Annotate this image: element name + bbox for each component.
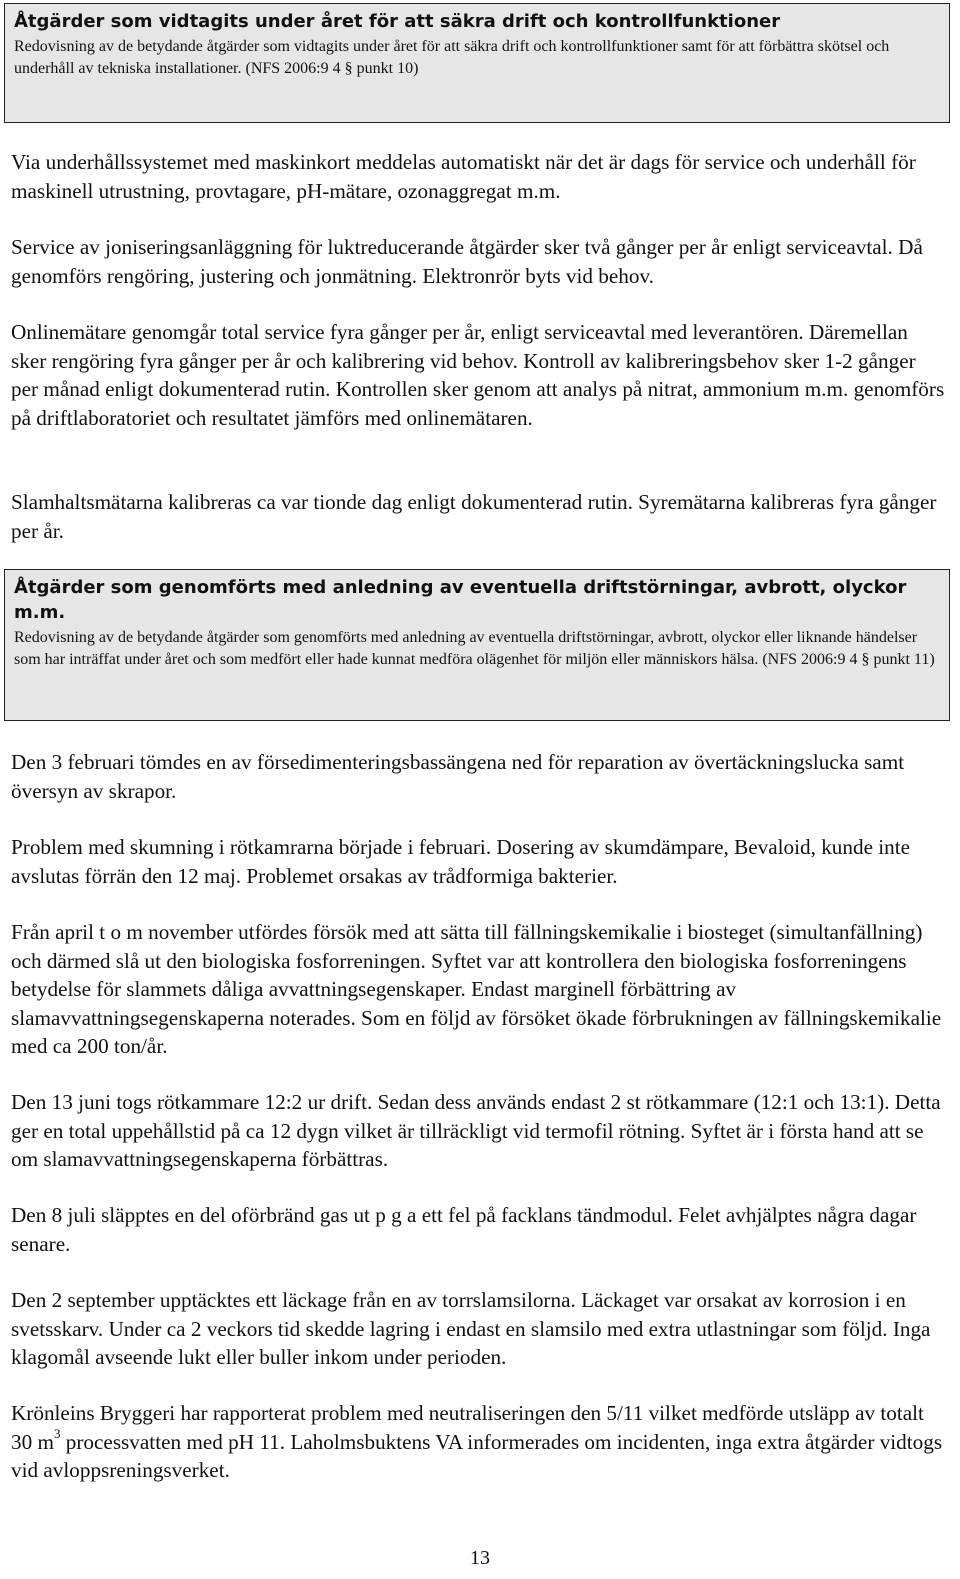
section-2-paragraph-7-after: processvatten med pH 11. Laholmsbuktens VA informerades om incidenten, inga extra åtgärder vidtogs vid avloppsreningsverket. (11, 1429, 943, 1482)
section-2-description-text: Redovisning av de betydande åtgärder som genomförts med anledning av eventuella driftstörningar, avbrott, olyckor eller liknande händelser som har inträffat under året och som medfört eller hade kunnat medföra olägenhet för miljön eller människors hälsa. (14, 629, 918, 668)
section-2-paragraph-5: Den 8 juli släpptes en del oförbränd gas ut p g a ett fel på facklans tändmodul. Felet avhjälptes några dagar senare. (11, 1203, 917, 1256)
page-number: 13 (470, 1547, 490, 1569)
section-1-paragraph-3: Onlinemätare genomgår total service fyra gånger per år, enligt serviceavtal med leverantören. Däremellan sker rengöring fyra gånger per år och kalibrering vid behov. Kontroll av kalibreringsbehov sker 1-2 gånger per månad enligt dokumenterad rutin. Kontrollen sker genom att analys på nitrat, ammonium m.m. genomförs på driftlaboratoriet och resultatet jämförs med onlinemätaren. (11, 320, 945, 430)
cubic-superscript: 3 (53, 1426, 61, 1442)
section-2-description (14, 627, 941, 671)
section-1-paragraph-2: Service av joniseringsanläggning för luktreducerande åtgärder sker två gånger per år enligt serviceavtal. Då genomförs rengöring, justering och jonmätning. Elektronrör byts vid behov. (11, 235, 923, 288)
section-2-paragraph-7 (11, 1399, 946, 1485)
section-1-paragraph-1: Via underhållssystemet med maskinkort meddelas automatiskt när det är dags för service och underhåll för maskinell utrustning, provtagare, pH-mätare, ozonaggregat m.m. (11, 150, 916, 203)
section-1-header-box (4, 3, 950, 123)
section-2-paragraph-7-before: Krönleins Bryggeri har rapporterat problem med neutraliseringen den 5/11 vilket medförde utsläpp av totalt 30 m (11, 1401, 924, 1454)
section-2-title: Åtgärder som genomförts med anledning av eventuella driftstörningar, avbrott, olyckor m.m. (14, 577, 907, 623)
section-2-paragraph-6: Den 2 september upptäcktes ett läckage från en av torrslamsilorna. Läckaget var orsakat av korrosion i en svetsskarv. Under ca 2 veckors tid skedde lagring i endast en slamsilo med extra utlastningar som följd. Inga klagomål avseende lukt eller buller inkom under perioden. (11, 1288, 931, 1369)
section-1-title: Åtgärder som vidtagits under året för att säkra drift och kontrollfunktioner (14, 11, 781, 32)
section-2-reference: (NFS 2006:9 4 § punkt 11) (762, 651, 935, 668)
section-2-header-box (4, 569, 950, 721)
section-1-reference: (NFS 2006:9 4 § punkt 10) (245, 60, 419, 77)
section-2-paragraph-2: Problem med skumning i rötkamrarna började i februari. Dosering av skumdämpare, Bevaloid, kunde inte avslutas förrän den 12 maj. Problemet orsakas av trådformiga bakterier. (11, 835, 911, 888)
section-1-description-text: Redovisning av de betydande åtgärder som vidtagits under året för att säkra drift och kontrollfunktioner samt för att förbättra skötsel och underhåll av tekniska installationer. (14, 38, 890, 77)
section-1-description (14, 36, 941, 80)
section-2-paragraph-4: Den 13 juni togs rötkammare 12:2 ur drift. Sedan dess används endast 2 st rötkammare (12:1 och 13:1). Detta ger en total uppehållstid på ca 12 dygn vilket är tillräckligt vid termofil rötning. Syftet är i första hand att se om slamavvattningsegenskaperna förbättras. (11, 1090, 941, 1171)
section-1-paragraph-4: Slamhaltsmätarna kalibreras ca var tionde dag enligt dokumenterad rutin. Syremätarna kalibreras fyra gånger per år. (11, 490, 937, 543)
section-2-paragraph-1: Den 3 februari tömdes en av försedimenteringsbassängena ned för reparation av övertäckningslucka samt översyn av skrapor. (11, 750, 905, 803)
section-2-paragraph-3: Från april t o m november utfördes försök med att sätta till fällningskemikalie i biosteget (simultanfällning) och därmed slå ut den biologiska fosforreningen. Syftet var att kontrollera den biologiska fosforreningens betydelse för slammets dåliga avvattningsegenskaper. Endast marginell förbättring av slamavvattningsegenskaperna noterades. Som en följd av försöket ökade förbrukningen av fällningskemikalie med ca 200 ton/år. (11, 920, 942, 1058)
